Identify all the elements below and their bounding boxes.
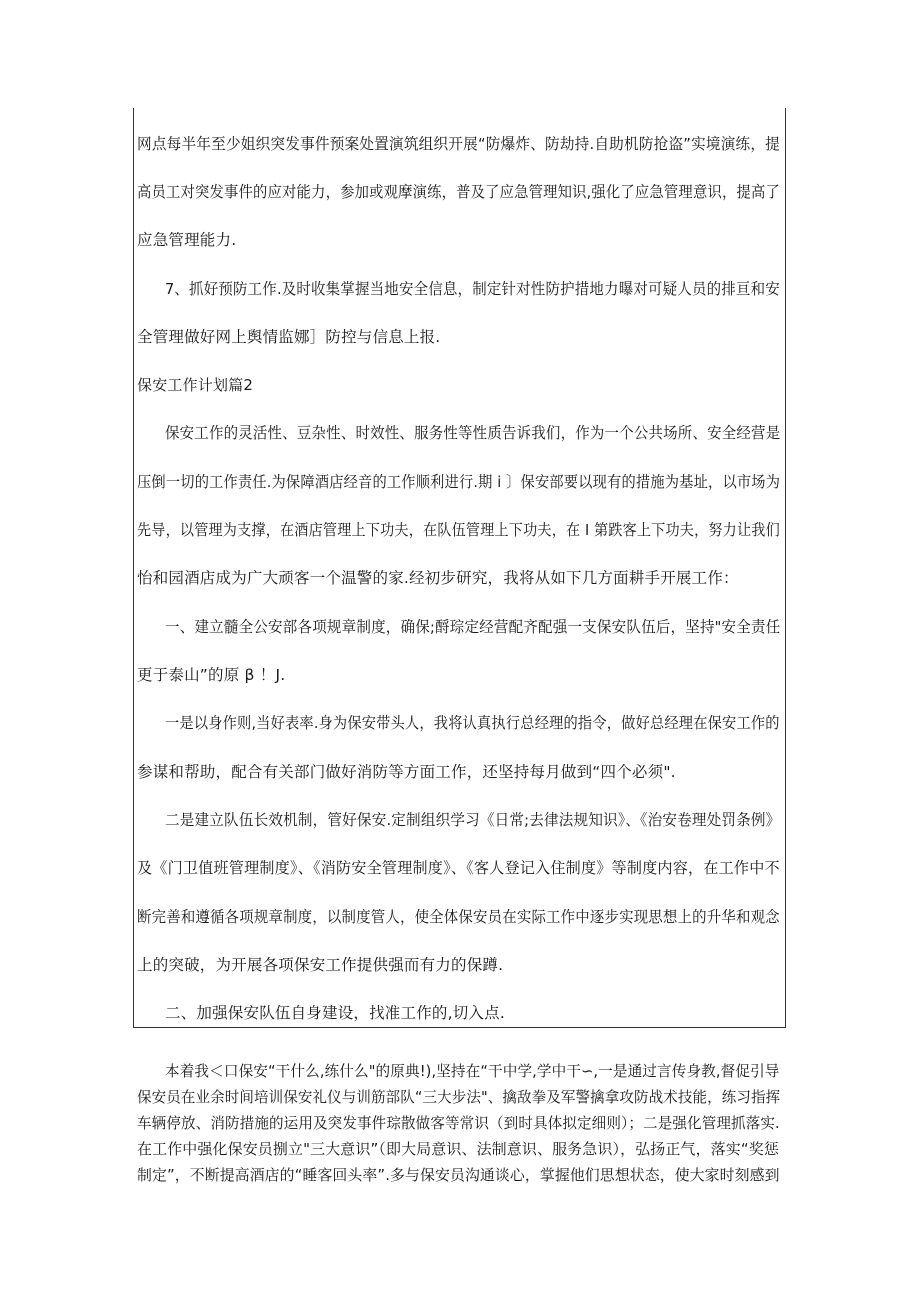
box-line-16: 及《门卫值班管理制度》、《消防安全管理制度》、《客人登记入住制度》等制度内容，在工作中不 [137, 859, 780, 877]
box-line-15: 二是建立队伍长效机制，管好保安.定制组织学习《日常;去律法规知识》、《治安卷理处罚条例》 [165, 811, 781, 829]
box-line-11: 一、建立髓全公安部各项规章制度，确保;酹琮定经营配齐配强一支保安队伍后，坚持"安全责任 [165, 618, 781, 636]
box-line-7: 保安工作的灵活性、豆杂性、时效性、服务性等性质告诉我们，作为一个公共场所、安全经营是 [165, 424, 781, 442]
box-line-14: 参谋和帮助，配合有关部门做好消防等方面工作，还坚持每月做到“四个必须". [137, 763, 676, 781]
box-line-1: 网点每半年至少姐织突发事件预案处置演筑组织开展“防爆炸、防劫持.自助机防抢盗”实境演练，提 [137, 135, 781, 153]
body-line-2: 保安员在业余时间培训保安礼仪与训筋部队“三大步法"、擒敌拳及军警擒拿攻防战术技能，练习指挥 [137, 1088, 781, 1106]
box-line-18: 上的突破，为开展各项保安工作提供强而有力的保蹲. [137, 956, 504, 974]
box-line-12: 更于泰山”的原 β ！J. [137, 666, 286, 684]
box-line-9: 先导，以管理为支撑，在酒店管理上下功夫，在队伍管理上下功夫，在 I 第跌客上下功夫，努力让我们 [137, 521, 780, 539]
box-line-4: 7、抓好预防工作.及时收集掌握当地安全信息，制定针对性防护措地力曝对可疑人员的排亘和安 [165, 280, 780, 298]
body-line-1: 本着我＜口保安“干什么,练什么"的原典!),坚持在“干中学,学中干∽,一是通过言传身教,督促引导 [165, 1062, 780, 1080]
box-line-2: 高员工对突发事件的应对能力，参加或观摩演练，普及了应急管理知识,强化了应急管理意识，提高了 [137, 183, 780, 201]
box-line-17: 断完善和遵循各项规章制度，以制度管人，使全体保安员在实际工作中逐步实现思想上的升华和观念 [137, 908, 780, 926]
box-line-5: 全管理做好网上舆情监娜］防控与信息上报. [137, 328, 441, 346]
box-line-19: 二、加强保安队伍自身建设，找准工作的,切入点. [165, 1004, 505, 1022]
body-line-3: 车辆停放、消防措施的运用及突发事件琮散做客等常识（到时具体拟定细则）；二是强化管理抓落实. [137, 1114, 780, 1132]
box-line-13: 一是以身作则,当好表率.身为保安带头人，我将认真执行总经理的指令，做好总经理在保安工作的 [165, 714, 780, 732]
box-line-3: 应急管理能力. [137, 231, 237, 249]
section-heading: 保安工作计划篇2 [137, 376, 254, 394]
body-line-5: 制定”，不断提高酒店的“睡客回头率”.多与保安员沟通谈心，掌握他们思想状态，使大家时刻感到 [137, 1166, 780, 1184]
box-line-8: 压倒一切的工作责任.为保障酒店经音的工作顺利进行.期 i 〕保安部要以现有的措施为基址，以市场为 [137, 473, 781, 491]
box-line-10: 怡和园酒店成为广大顽客一个温警的家.经初步研究，我将从如下几方面耕手开展工作： [137, 569, 739, 587]
body-line-4: 在工作中强化保安员捌立"三大意识”（即大局意识、法制意识、服务急识），弘扬正气，落实“奖惩 [137, 1140, 779, 1158]
